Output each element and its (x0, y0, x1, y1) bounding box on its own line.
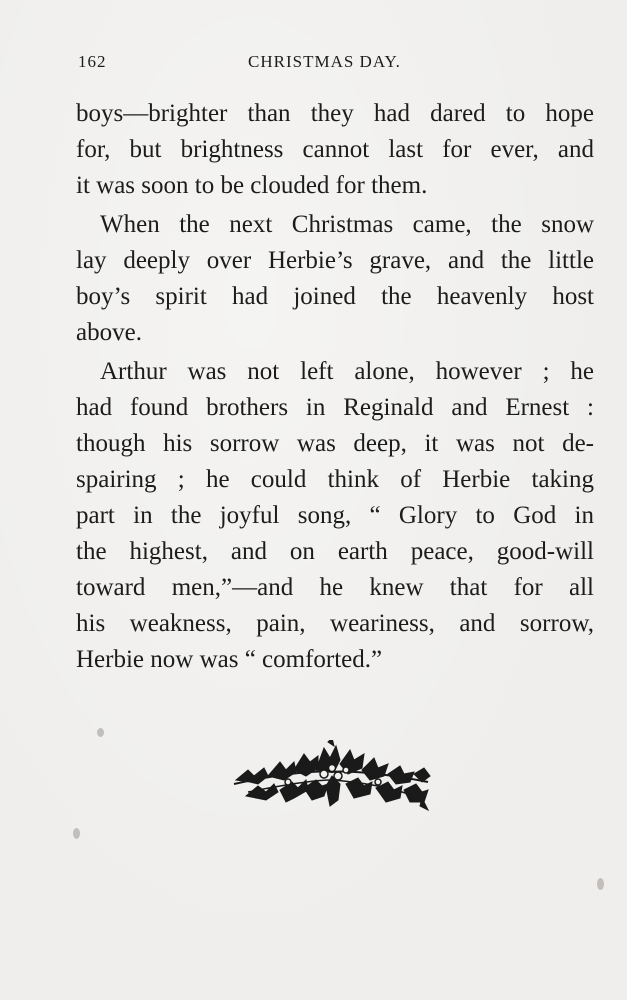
text-line: it was soon to be clouded for them. (76, 172, 428, 199)
running-head (78, 52, 558, 76)
text-line: spairing ; he could think of Herbie taking (76, 466, 594, 493)
paper-speck (73, 828, 80, 839)
text-line: though his sorrow was deep, it was not de- (76, 430, 594, 457)
text-line: lay deeply over Herbie’s grave, and the little (76, 247, 594, 274)
text-line: above. (76, 319, 142, 346)
holly-sprig-icon (228, 740, 434, 812)
text-line: had found brothers in Reginald and Ernest : (76, 394, 594, 421)
text-line: Herbie now was “ comforted.” (76, 646, 383, 673)
text-line: his weakness, pain, weariness, and sorrow, (76, 610, 594, 637)
paper-speck (597, 878, 604, 890)
text-line: for, but brightness cannot last for ever, and (76, 136, 594, 163)
page-number: 162 (78, 52, 107, 71)
text-line: the highest, and on earth peace, good-will (76, 538, 594, 565)
text-line: boy’s spirit had joined the heavenly host (76, 283, 594, 310)
text-line: When the next Christmas came, the snow (100, 211, 594, 238)
text-line: part in the joyful song, “ Glory to God in (76, 502, 594, 529)
paper-speck (97, 728, 104, 737)
running-title: CHRISTMAS DAY. (248, 52, 401, 71)
body-text (76, 96, 594, 678)
text-line: Arthur was not left alone, however ; he (100, 358, 594, 385)
text-line: toward men,”—and he knew that for all (76, 574, 594, 601)
text-line: boys—brighter than they had dared to hope (76, 100, 594, 127)
